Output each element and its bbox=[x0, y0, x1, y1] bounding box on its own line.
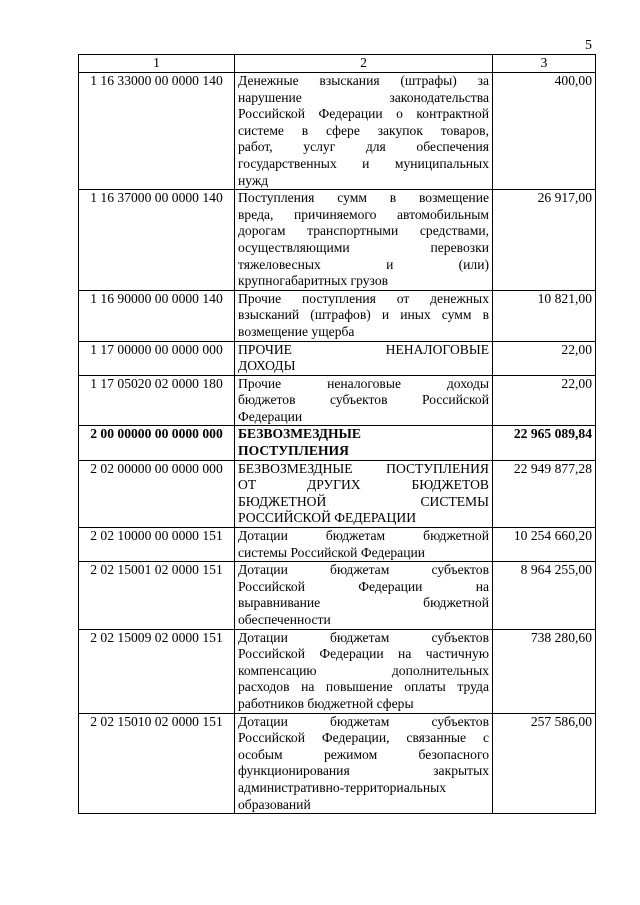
amount: 22,00 bbox=[493, 375, 596, 426]
description-line: расходов на повышение оплаты труда bbox=[238, 679, 489, 695]
column-header: 1 bbox=[79, 55, 235, 73]
table-row bbox=[79, 460, 596, 527]
amount: 8 964 255,00 bbox=[493, 562, 596, 629]
budget-code: 2 00 00000 00 0000 000 bbox=[79, 426, 235, 460]
budget-code: 1 16 33000 00 0000 140 bbox=[79, 73, 235, 190]
description-line: Дотации бюджетам субъектов bbox=[238, 629, 489, 645]
revenue-description bbox=[235, 713, 493, 814]
description-line: БЕЗВОЗМЕЗДНЫЕ ПОСТУПЛЕНИЯ bbox=[238, 460, 489, 476]
description-line: взысканий (штрафов) и иных сумм в bbox=[238, 307, 489, 323]
amount: 738 280,60 bbox=[493, 629, 596, 713]
revenue-description bbox=[235, 190, 493, 291]
description-line: бюджетов субъектов Российской bbox=[238, 392, 489, 408]
description-line: Федерации bbox=[238, 408, 303, 424]
description-line: работников бюджетной сферы bbox=[238, 695, 414, 711]
table-row bbox=[79, 341, 596, 375]
revenue-description bbox=[235, 426, 493, 460]
description-line: осуществляющими перевозки bbox=[238, 239, 489, 255]
description-line: возмещение ущерба bbox=[238, 323, 355, 339]
budget-code: 2 02 10000 00 0000 151 bbox=[79, 528, 235, 562]
revenue-description bbox=[235, 629, 493, 713]
description-line: компенсацию дополнительных bbox=[238, 662, 489, 678]
revenue-description bbox=[235, 528, 493, 562]
description-line: особым режимом безопасного bbox=[238, 746, 489, 762]
column-header: 2 bbox=[235, 55, 493, 73]
page-number: 5 bbox=[585, 38, 592, 53]
table-row bbox=[79, 562, 596, 629]
description-line: Дотации бюджетам бюджетной bbox=[238, 528, 489, 544]
table-row bbox=[79, 290, 596, 341]
description-line: Поступления сумм в возмещение bbox=[238, 190, 489, 206]
budget-code: 2 02 00000 00 0000 000 bbox=[79, 460, 235, 527]
description-line: Российской Федерации о контрактной bbox=[238, 106, 489, 122]
amount: 10 254 660,20 bbox=[493, 528, 596, 562]
description-line: Дотации бюджетам субъектов bbox=[238, 562, 489, 578]
description-line: РОССИЙСКОЙ ФЕДЕРАЦИИ bbox=[238, 510, 417, 526]
description-line: выравнивание бюджетной bbox=[238, 595, 489, 611]
description-line: системы Российской Федерации bbox=[238, 544, 426, 560]
description-line: функционирования закрытых bbox=[238, 763, 489, 779]
revenue-description bbox=[235, 375, 493, 426]
description-line: Прочие поступления от денежных bbox=[238, 290, 489, 306]
table-row bbox=[79, 528, 596, 562]
description-line: Денежные взыскания (штрафы) за bbox=[238, 73, 489, 88]
description-line: Дотации бюджетам субъектов bbox=[238, 713, 489, 729]
description-line: дорогам транспортными средствами, bbox=[238, 223, 489, 239]
budget-code: 1 17 00000 00 0000 000 bbox=[79, 341, 235, 375]
amount: 22 965 089,84 bbox=[493, 426, 596, 460]
description-line: административно-территориальных bbox=[238, 779, 447, 795]
budget-code: 1 16 90000 00 0000 140 bbox=[79, 290, 235, 341]
table-row bbox=[79, 375, 596, 426]
column-header: 3 bbox=[493, 55, 596, 73]
description-line: работ, услуг для обеспечения bbox=[238, 139, 489, 155]
description-line: тяжеловесных и (или) bbox=[238, 256, 489, 272]
table-row bbox=[79, 713, 596, 814]
description-line: ПОСТУПЛЕНИЯ bbox=[238, 443, 349, 459]
revenue-description bbox=[235, 341, 493, 375]
description-line: БЕЗВОЗМЕЗДНЫЕ bbox=[238, 426, 361, 442]
table-row bbox=[79, 190, 596, 291]
budget-code: 1 16 37000 00 0000 140 bbox=[79, 190, 235, 291]
description-line: нужд bbox=[238, 172, 269, 188]
revenue-description bbox=[235, 562, 493, 629]
amount: 257 586,00 bbox=[493, 713, 596, 814]
description-line: Российской Федерации, связанные с bbox=[238, 730, 489, 746]
budget-code: 2 02 15001 02 0000 151 bbox=[79, 562, 235, 629]
description-line: Российской Федерации на bbox=[238, 578, 489, 594]
description-line: обеспеченности bbox=[238, 612, 331, 627]
amount: 10 821,00 bbox=[493, 290, 596, 341]
description-line: нарушение законодательства bbox=[238, 89, 489, 105]
budget-code: 2 02 15009 02 0000 151 bbox=[79, 629, 235, 713]
amount: 400,00 bbox=[493, 73, 596, 190]
description-line: ДОХОДЫ bbox=[238, 358, 296, 374]
description-line: вреда, причиняемого автомобильным bbox=[238, 206, 489, 222]
amount: 26 917,00 bbox=[493, 190, 596, 291]
description-line: Российской Федерации на частичную bbox=[238, 646, 489, 662]
revenue-description bbox=[235, 73, 493, 190]
header-row bbox=[79, 55, 596, 73]
description-line: государственных и муниципальных bbox=[238, 155, 489, 171]
table-row bbox=[79, 629, 596, 713]
revenue-description bbox=[235, 290, 493, 341]
description-line: образований bbox=[238, 796, 311, 812]
amount: 22,00 bbox=[493, 341, 596, 375]
budget-code: 2 02 15010 02 0000 151 bbox=[79, 713, 235, 814]
description-line: Прочие неналоговые доходы bbox=[238, 375, 489, 391]
budget-table bbox=[78, 54, 596, 814]
description-line: ПРОЧИЕ НЕНАЛОГОВЫЕ bbox=[238, 341, 489, 357]
budget-code: 1 17 05020 02 0000 180 bbox=[79, 375, 235, 426]
description-line: БЮДЖЕТНОЙ СИСТЕМЫ bbox=[238, 493, 489, 509]
description-line: ОТ ДРУГИХ БЮДЖЕТОВ bbox=[238, 477, 489, 493]
description-line: системе в сфере закупок товаров, bbox=[238, 122, 489, 138]
description-line: крупногабаритных грузов bbox=[238, 273, 389, 289]
amount: 22 949 877,28 bbox=[493, 460, 596, 527]
table-row bbox=[79, 73, 596, 190]
table-row bbox=[79, 426, 596, 460]
revenue-description bbox=[235, 460, 493, 527]
